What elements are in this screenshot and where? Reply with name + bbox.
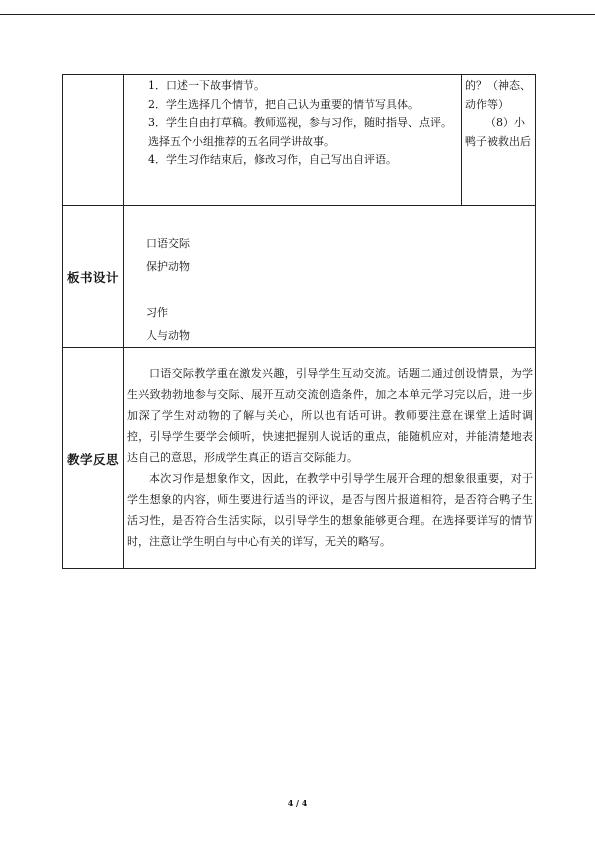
process-steps-cell bbox=[124, 75, 462, 206]
process-side-cell bbox=[462, 75, 536, 206]
step-1: 1．口述一下故事情节。 bbox=[148, 79, 265, 92]
lesson-plan-table bbox=[62, 74, 536, 569]
side-note-1: 的？（神态、动作等） bbox=[465, 79, 531, 111]
reflection-paragraph-2: 本次习作是想象作文，因此，在教学中引导学生展开合理的想象很重要，对于学生想象的内容，师生要进行适当的评议，是否与图片报道相符，是否符合鸭子生活习性，是否符合生活实际，以引导学生的想象能够更合理。在选择要详写的情节时，注意让学生明白与中心有关的详写，无关的略写。 bbox=[127, 472, 533, 548]
reflection-paragraph-1: 口语交际教学重在激发兴趣，引导学生互动交流。话题二通过创设情景，为学生兴致勃勃地参与交际、展开互动交流创造条件，加之本单元学习完以后，进一步加深了学生对动物的了解与关心，所以也有话可讲。教师要注意在课堂上适时调控，引导学生要学会倾听，快速把握别人说话的重点，能随机应对，并能清楚地表达自己的意思，形成学生真正的语言交际能力。 bbox=[127, 367, 533, 464]
step-3: 3．学生自由打草稿。教师巡视，参与习作，随时指导、点评。 bbox=[148, 116, 452, 129]
step-2: 2．学生选择几个情节，把自己认为重要的情节写具体。 bbox=[148, 97, 419, 111]
header-rule bbox=[0, 14, 595, 15]
board-line-2: 保护动物 bbox=[146, 260, 190, 273]
board-line-1: 口语交际 bbox=[146, 237, 190, 250]
reflection-label-cell bbox=[63, 348, 124, 569]
board-design-label: 板书设计 bbox=[66, 270, 119, 285]
step-3-note: 选择五个小组推荐的五名同学讲故事。 bbox=[148, 134, 335, 148]
step-4: 4．学生习作结束后，修改习作，自己写出自评语。 bbox=[148, 153, 397, 166]
board-design-content-cell bbox=[124, 206, 536, 348]
page-number: 4 / 4 bbox=[287, 798, 308, 808]
process-row bbox=[63, 75, 536, 206]
reflection-label: 教学反思 bbox=[66, 451, 119, 467]
board-design-row bbox=[63, 206, 536, 348]
side-note-2: （8）小鸭子被救出后 bbox=[465, 116, 531, 148]
board-line-4: 人与动物 bbox=[146, 329, 190, 342]
board-design-label-cell bbox=[63, 206, 124, 348]
reflection-row bbox=[63, 348, 536, 569]
reflection-content-cell bbox=[124, 348, 536, 569]
process-label-cell bbox=[63, 75, 124, 206]
board-line-3: 习作 bbox=[146, 306, 168, 319]
